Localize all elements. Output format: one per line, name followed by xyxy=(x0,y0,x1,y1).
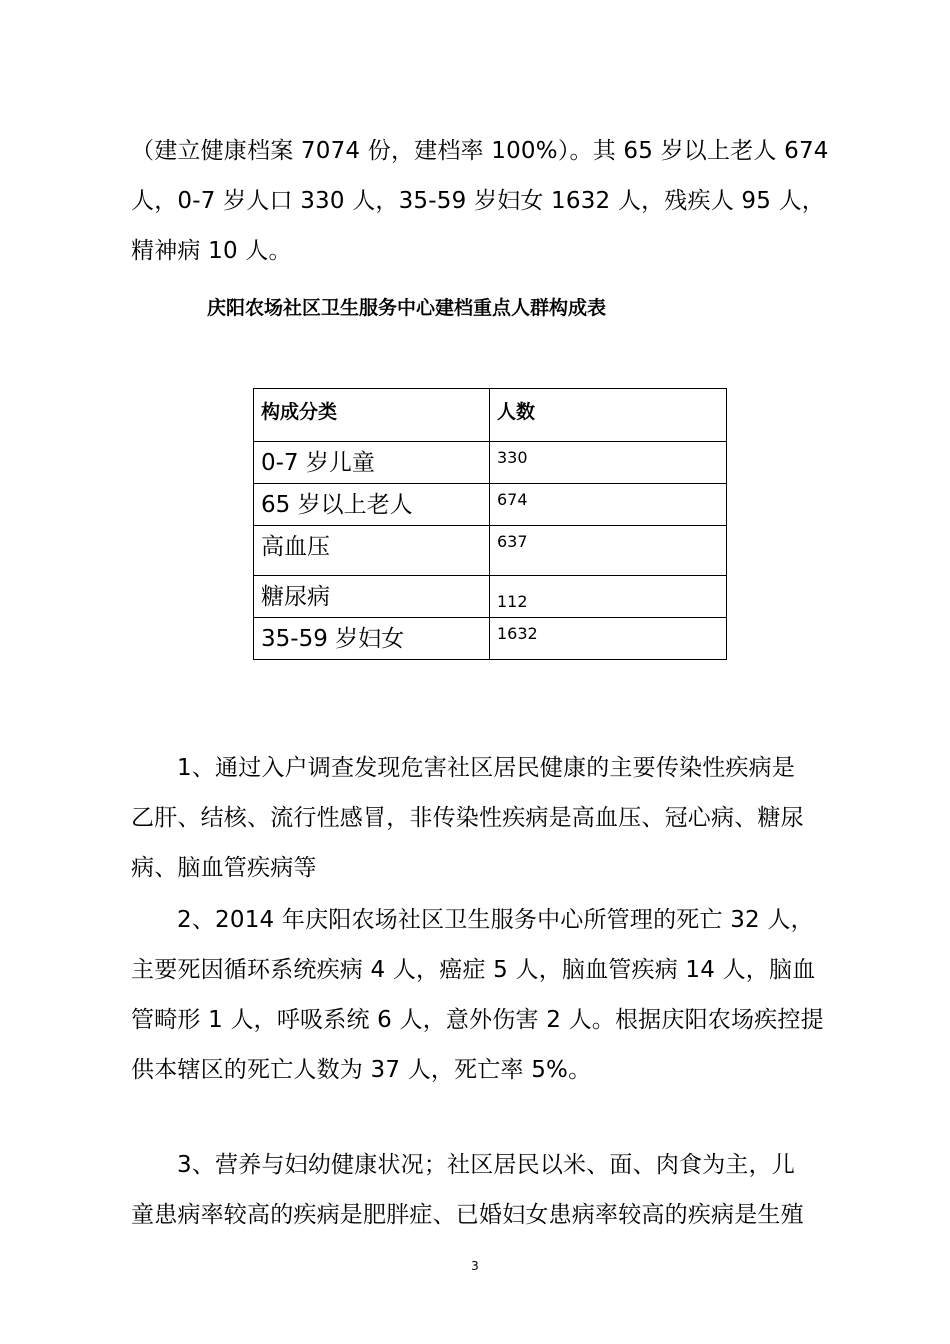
cell-count: 674 xyxy=(490,484,727,526)
header-category: 构成分类 xyxy=(254,389,490,442)
paragraph-2 xyxy=(131,895,861,1095)
cell-category: 糖尿病 xyxy=(254,576,490,618)
intro-paragraph xyxy=(131,126,861,276)
paragraph-line: 主要死因循环系统疾病 4 人，癌症 5 人，脑血管疾病 14 人，脑血 xyxy=(131,957,816,983)
population-table xyxy=(253,388,727,660)
table-row xyxy=(254,576,727,618)
paragraph-line: 供本辖区的死亡人数为 37 人，死亡率 5%。 xyxy=(131,1057,592,1083)
header-count: 人数 xyxy=(490,389,727,442)
paragraph-1 xyxy=(131,743,861,893)
paragraph-line: 病、脑血管疾病等 xyxy=(131,855,317,881)
paragraph-line: 2、2014 年庆阳农场社区卫生服务中心所管理的死亡 32 人， xyxy=(177,907,814,933)
paragraph-line: （建立健康档案 7074 份，建档率 100%）。其 65 岁以上老人 674 xyxy=(131,138,829,164)
paragraph-line: 3、营养与妇幼健康状况；社区居民以米、面、肉食为主，儿 xyxy=(177,1152,796,1178)
table-title: 庆阳农场社区卫生服务中心建档重点人群构成表 xyxy=(207,297,607,319)
paragraph-3 xyxy=(131,1140,861,1240)
table-row xyxy=(254,618,727,660)
cell-count: 637 xyxy=(490,526,727,576)
table-header-row xyxy=(254,389,727,442)
cell-category: 35-59 岁妇女 xyxy=(254,618,490,660)
table-row xyxy=(254,442,727,484)
cell-category: 65 岁以上老人 xyxy=(254,484,490,526)
paragraph-line: 精神病 10 人。 xyxy=(131,238,292,264)
cell-count: 330 xyxy=(490,442,727,484)
table-row xyxy=(254,484,727,526)
cell-count: 1632 xyxy=(490,618,727,660)
cell-category: 0-7 岁儿童 xyxy=(254,442,490,484)
cell-category: 高血压 xyxy=(254,526,490,576)
paragraph-line: 1、通过入户调查发现危害社区居民健康的主要传染性疾病是 xyxy=(177,755,796,781)
page-number: 3 xyxy=(471,1259,479,1273)
paragraph-line: 乙肝、结核、流行性感冒，非传染性疾病是高血压、冠心病、糖尿 xyxy=(131,805,804,831)
paragraph-line: 人，0-7 岁人口 330 人，35-59 岁妇女 1632 人，残疾人 95 人， xyxy=(131,188,825,214)
cell-count: 112 xyxy=(490,576,727,618)
paragraph-line: 童患病率较高的疾病是肥胖症、已婚妇女患病率较高的疾病是生殖 xyxy=(131,1202,804,1228)
table-row xyxy=(254,526,727,576)
paragraph-line: 管畸形 1 人，呼吸系统 6 人，意外伤害 2 人。根据庆阳农场疾控提 xyxy=(131,1007,824,1033)
